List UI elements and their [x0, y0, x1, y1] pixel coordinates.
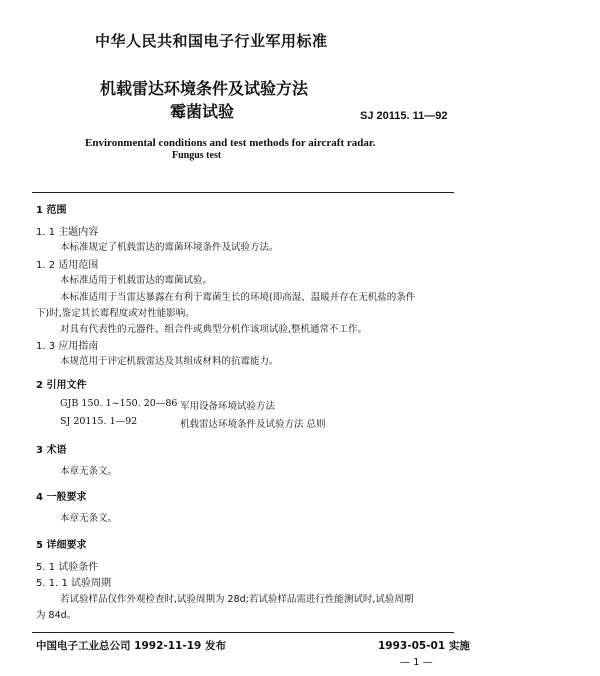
document-subtitle: 霉菌试验 [170, 102, 235, 121]
issue-date: 中国电子工业总公司 1992-11-19 发布 [36, 640, 226, 652]
section-1-2-text-2b: 下)时,鉴定其长霉程度或对性能影响。 [36, 308, 195, 319]
reference-title: 军用设备环境试验方法 [180, 401, 276, 412]
section-1-heading: 1 范围 [36, 205, 67, 216]
standard-number: SJ 20115. 11—92 [360, 110, 448, 122]
issuer-standard-title: 中华人民共和国电子行业军用标准 [95, 32, 328, 50]
english-subtitle: Fungus test [172, 150, 222, 161]
section-1-2-heading: 1. 2 适用范围 [36, 260, 99, 271]
document-title: 机载雷达环境条件及试验方法 [100, 79, 309, 98]
effective-date: 1993-05-01 实施 [378, 640, 470, 652]
reference-code: SJ 20115. 1—92 [60, 416, 138, 427]
english-title: Environmental conditions and test methods for aircraft radar. [85, 137, 376, 149]
section-1-2-text-3: 对具有代表性的元器件、组合件或典型分机作该项试验,整机通常不工作。 [60, 324, 368, 335]
section-2-heading: 2 引用文件 [36, 380, 87, 391]
section-1-2-text-2a: 本标准适用于当雷达暴露在有利于霉菌生长的环境(即高湿、温暖并存在无机盐的条件 [60, 292, 416, 303]
section-4-text: 本章无条文。 [60, 513, 118, 524]
section-1-1-heading: 1. 1 主题内容 [36, 227, 99, 238]
section-1-2-text-1: 本标准适用于机载雷达的霉菌试验。 [60, 275, 213, 286]
section-3-text: 本章无条文。 [60, 466, 118, 477]
footer-divider [32, 632, 454, 633]
section-1-1-text: 本标准规定了机载雷达的霉菌环境条件及试验方法。 [60, 242, 279, 253]
section-5-1-1-text-b: 为 84d。 [36, 610, 77, 621]
section-1-3-heading: 1. 3 应用指南 [36, 341, 99, 352]
section-3-heading: 3 术语 [36, 445, 67, 456]
header-divider [32, 192, 454, 193]
section-5-heading: 5 详细要求 [36, 540, 87, 551]
section-4-heading: 4 一般要求 [36, 492, 87, 503]
section-1-3-text: 本规范用于评定机载雷达及其组成材料的抗霉能力。 [60, 356, 279, 367]
section-5-1-1-text-a: 若试验样品仅作外观检查时,试验周期为 28d;若试验样品需进行性能测试时,试验周期 [60, 594, 414, 605]
reference-title: 机载雷达环境条件及试验方法 总则 [180, 419, 326, 430]
page-number: — 1 — [400, 657, 433, 668]
section-5-1-heading: 5. 1 试验条件 [36, 562, 99, 573]
reference-code: GJB 150. 1~150. 20—86 [60, 398, 178, 409]
section-5-1-1-heading: 5. 1. 1 试验周期 [36, 578, 111, 589]
